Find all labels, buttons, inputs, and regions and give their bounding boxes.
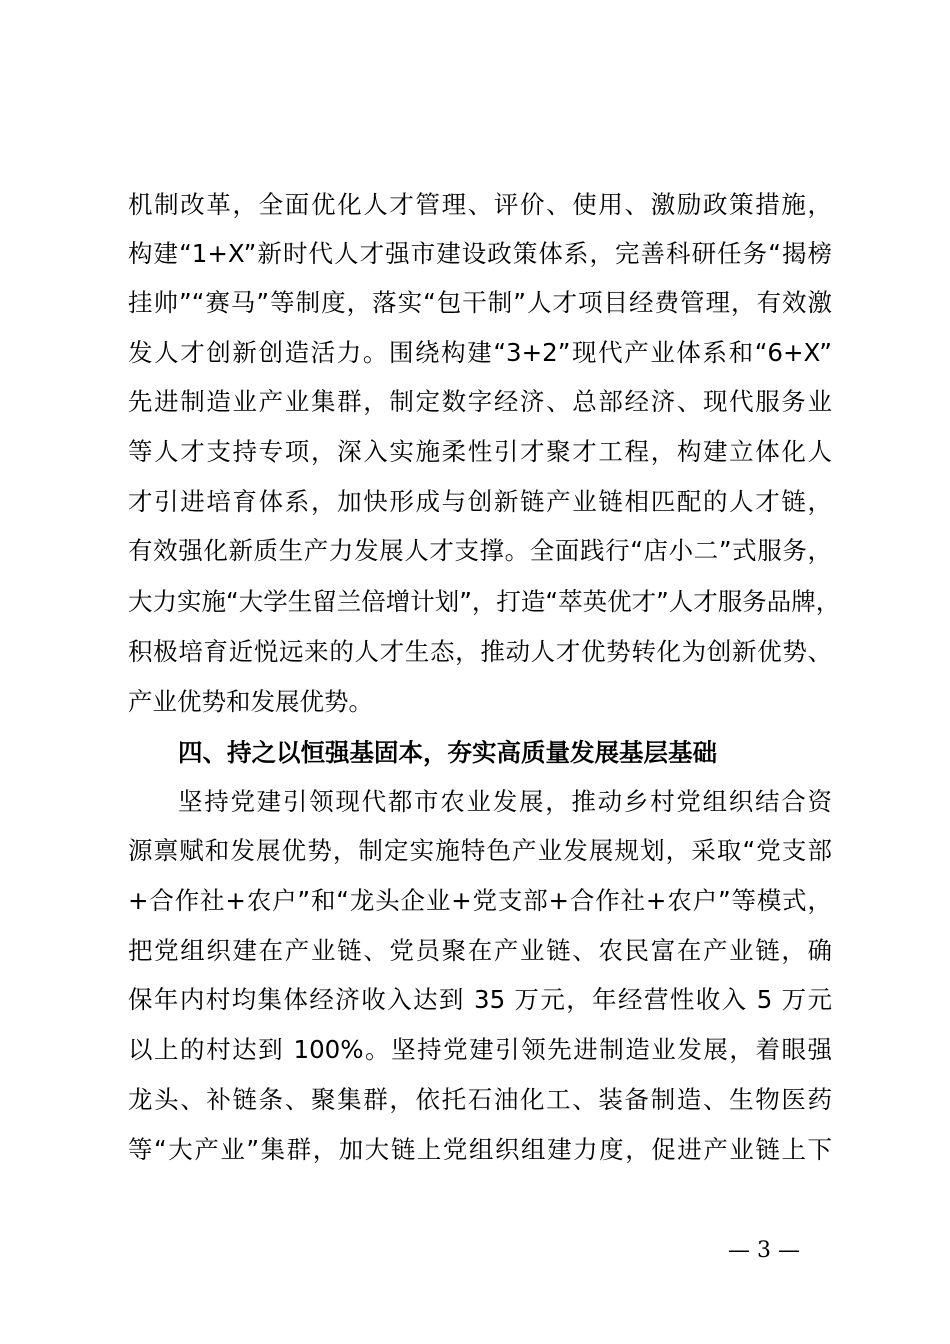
paragraph-line: 以上的村达到 100%。坚持党建引领先进制造业发展，着眼强 [128, 1035, 832, 1064]
paragraph-line: 保年内村均集体经济收入达到 35 万元，年经营性收入 5 万元 [128, 985, 832, 1014]
paragraph-line: 大力实施“大学生留兰倍增计划”，打造“萃英优才”人才服务品牌， [128, 587, 841, 616]
section-heading: 四、持之以恒强基固本，夯实高质量发展基层基础 [178, 738, 717, 767]
paragraph-line: 等“大产业”集群，加大链上党组织组建力度，促进产业链上下 [128, 1135, 832, 1164]
paragraph-line: 发人才创新创造活力。围绕构建“3+2”现代产业体系和“6+X” [128, 338, 832, 367]
paragraph-line: 等人才支持专项，深入实施柔性引才聚才工程，构建立体化人 [128, 437, 832, 466]
paragraph-line: 把党组织建在产业链、党员聚在产业链、农民富在产业链，确 [128, 936, 832, 965]
paragraph-line: 产业优势和发展优势。 [128, 687, 373, 716]
paragraph-line: +合作社+农户”和“龙头企业+党支部+合作社+农户”等模式， [128, 886, 832, 915]
paragraph-line: 积极培育近悦远来的人才生态，推动人才优势转化为创新优势、 [128, 637, 832, 666]
paragraph-line: 龙头、补链条、聚集群，依托石油化工、装备制造、生物医药 [128, 1085, 832, 1114]
paragraph-line: 坚持党建引领现代都市农业发展，推动乡村党组织结合资 [178, 787, 832, 816]
paragraph-line: 才引进培育体系，加快形成与创新链产业链相匹配的人才链， [128, 487, 832, 516]
paragraph-line: 源禀赋和发展优势，制定实施特色产业发展规划，采取“党支部 [128, 836, 832, 865]
paragraph-line: 挂帅”“赛马”等制度，落实“包干制”人才项目经费管理，有效激 [128, 288, 832, 317]
paragraph-line: 构建“1+X”新时代人才强市建设政策体系，完善科研任务“揭榜 [128, 239, 832, 268]
paragraph-line: 机制改革，全面优化人才管理、评价、使用、激励政策措施， [128, 190, 832, 219]
page-number: — 3 — [728, 1238, 800, 1263]
paragraph-line: 有效强化新质生产力发展人才支撑。全面践行“店小二”式服务， [128, 536, 832, 565]
paragraph-line: 先进制造业产业集群，制定数字经济、总部经济、现代服务业 [128, 387, 832, 416]
